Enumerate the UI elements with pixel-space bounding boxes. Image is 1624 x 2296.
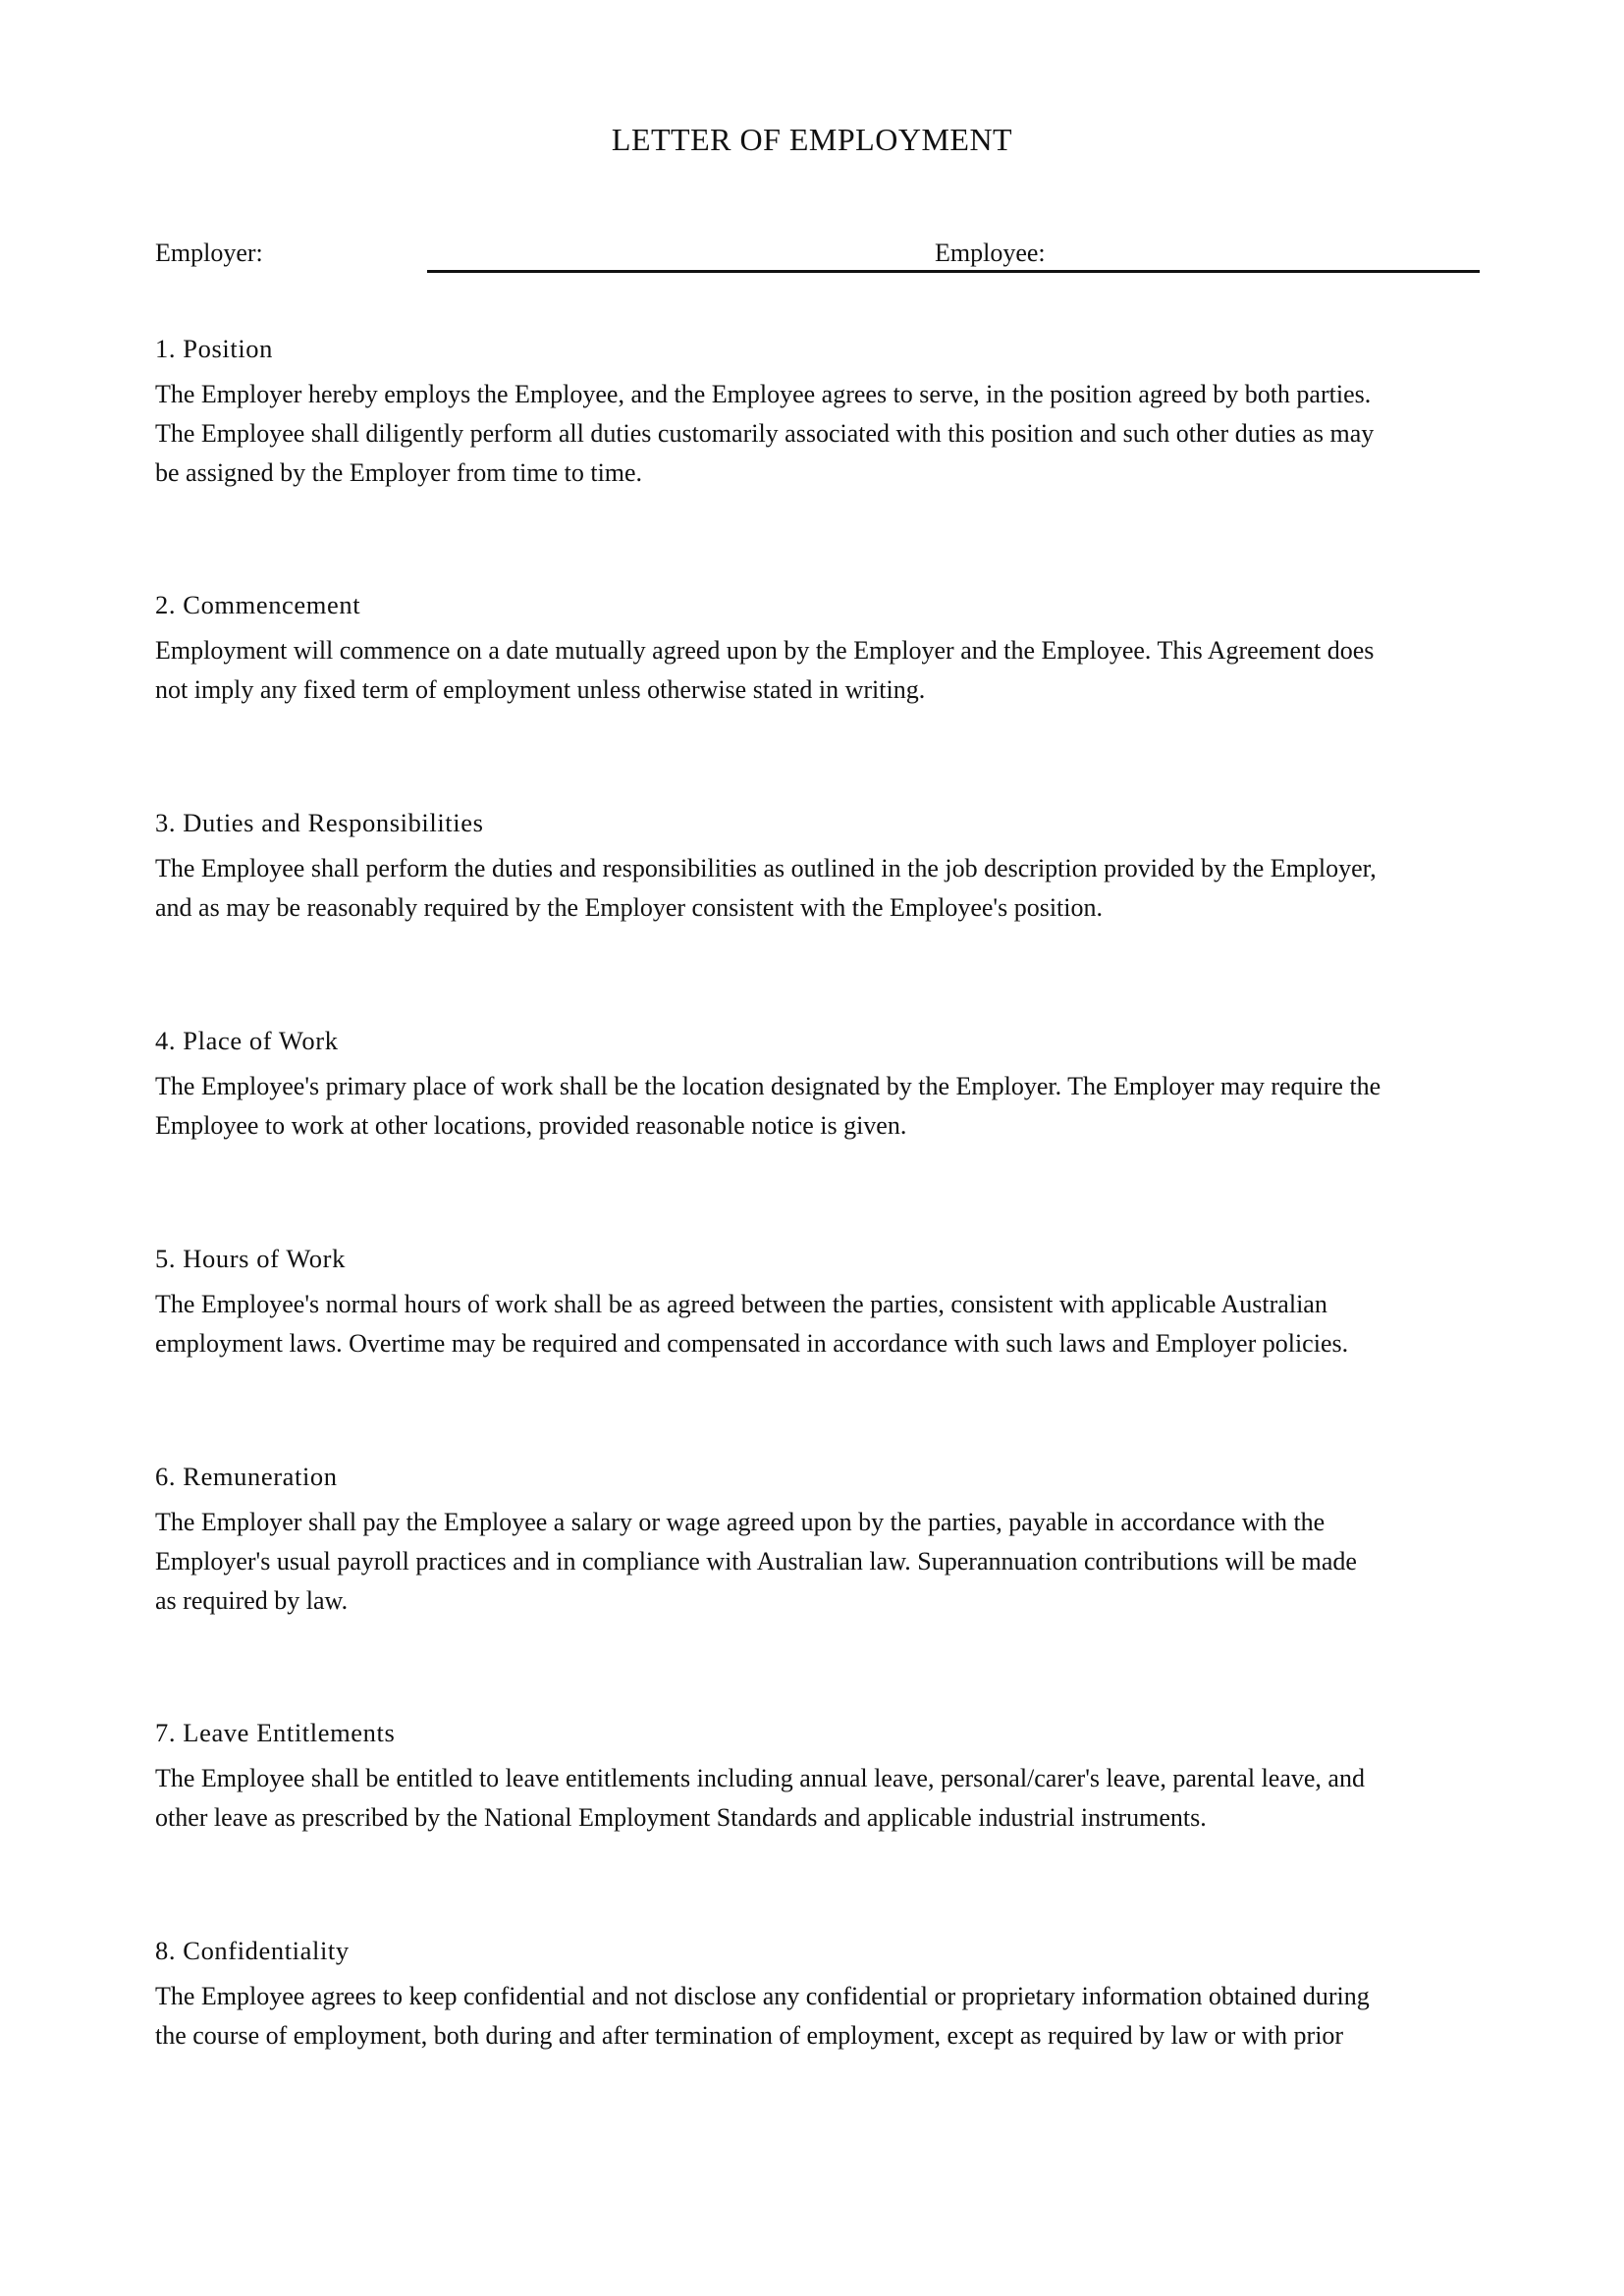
- section-body: [155, 1977, 1481, 2056]
- section-confidentiality: [155, 1934, 1481, 2056]
- body-line: the course of employment, both during and after termination of employment, except as required by law or with prior: [155, 2021, 1344, 2050]
- section-position: [155, 332, 1481, 493]
- section-body: [155, 631, 1481, 710]
- section-body: [155, 1503, 1481, 1621]
- body-line: The Employee agrees to keep confidential and not disclose any confidential or proprietary information obtained during: [155, 1982, 1370, 2010]
- section-heading: 8. Confidentiality: [155, 1936, 350, 1965]
- body-line: be assigned by the Employer from time to time.: [155, 458, 643, 487]
- body-line: The Employer shall pay the Employee a salary or wage agreed upon by the parties, payable in accordance with the: [155, 1508, 1326, 1536]
- body-line: The Employee's normal hours of work shall be as agreed between the parties, consistent with applicable Australian: [155, 1290, 1327, 1318]
- section-heading: 1. Position: [155, 334, 273, 363]
- body-line: Employment will commence on a date mutually agreed upon by the Employer and the Employee. This Agreement does: [155, 636, 1375, 665]
- section-body: [155, 849, 1481, 928]
- section-place-of-work: [155, 1024, 1481, 1146]
- section-duties-and-responsibilities: [155, 806, 1481, 928]
- body-line: The Employee shall perform the duties and responsibilities as outlined in the job description provided by the Employer,: [155, 854, 1377, 882]
- document-title: LETTER OF EMPLOYMENT: [611, 122, 1013, 157]
- section-body: [155, 375, 1481, 493]
- body-line: as required by law.: [155, 1586, 349, 1615]
- body-line: The Employee's primary place of work shall be the location designated by the Employer. The Employer may require the: [155, 1072, 1381, 1100]
- section-heading: 6. Remuneration: [155, 1462, 338, 1491]
- party-signature-line: [427, 270, 1480, 273]
- body-line: Employee to work at other locations, provided reasonable notice is given.: [155, 1111, 907, 1140]
- body-line: Employer's usual payroll practices and in compliance with Australian law. Superannuation contributions will be made: [155, 1547, 1357, 1575]
- body-line: not imply any fixed term of employment unless otherwise stated in writing.: [155, 675, 926, 704]
- section-body: [155, 1285, 1481, 1363]
- body-line: The Employee shall diligently perform all duties customarily associated with this position and such other duties as may: [155, 419, 1375, 448]
- employee-label: Employee:: [935, 239, 1046, 267]
- body-line: other leave as prescribed by the National Employment Standards and applicable industrial instruments.: [155, 1803, 1207, 1832]
- section-heading: 4. Place of Work: [155, 1026, 339, 1055]
- section-body: [155, 1759, 1481, 1838]
- employer-label: Employer:: [155, 239, 263, 267]
- section-heading: 3. Duties and Responsibilities: [155, 808, 484, 837]
- section-heading: 2. Commencement: [155, 590, 361, 619]
- section-remuneration: [155, 1460, 1481, 1621]
- body-line: and as may be reasonably required by the Employer consistent with the Employee's position.: [155, 893, 1104, 922]
- body-line: The Employer hereby employs the Employee, and the Employee agrees to serve, in the position agreed by both parties.: [155, 380, 1372, 408]
- body-line: employment laws. Overtime may be required and compensated in accordance with such laws and Employer policies.: [155, 1329, 1349, 1358]
- section-body: [155, 1067, 1481, 1146]
- section-hours-of-work: [155, 1242, 1481, 1363]
- section-heading: 7. Leave Entitlements: [155, 1718, 396, 1747]
- section-heading: 5. Hours of Work: [155, 1244, 346, 1273]
- section-leave-entitlements: [155, 1716, 1481, 1838]
- section-commencement: [155, 588, 1481, 710]
- body-line: The Employee shall be entitled to leave entitlements including annual leave, personal/carer's leave, parental leave, and: [155, 1764, 1365, 1792]
